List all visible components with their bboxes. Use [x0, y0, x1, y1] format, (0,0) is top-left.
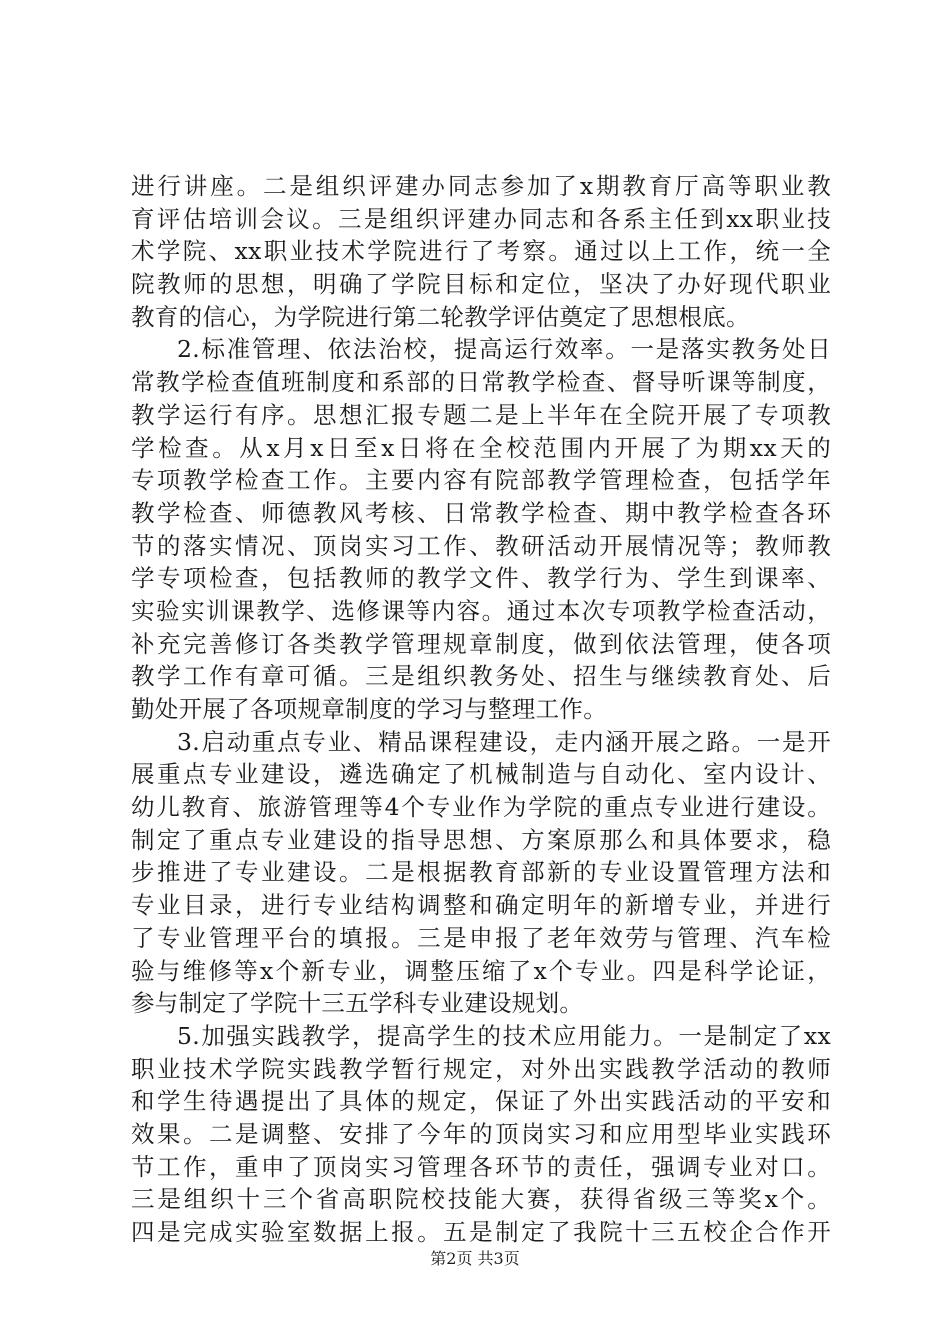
text-line: 育评估培训会议。三是组织评建办同志和各系主任到xx职业技 [131, 204, 831, 233]
document-body [131, 170, 831, 1249]
text-line: 展重点专业建设，遴选确定了机械制造与自动化、室内设计、 [131, 760, 831, 789]
text-line: 专业目录，进行专业结构调整和确定明年的新增专业，并进行 [131, 891, 831, 920]
text-line: 进行讲座。二是组织评建办同志参加了x期教育厅高等职业教 [131, 172, 831, 200]
text-line: 勤处开展了各项规章制度的学习与整理工作。 [131, 695, 607, 723]
text-line: 节的落实情况、顶岗实习工作、教研活动开展情况等；教师教 [131, 531, 831, 560]
text-line: 教育的信心，为学院进行第二轮教学评估奠定了思想根底。 [131, 302, 750, 331]
text-line: 教学运行有序。思想汇报专题二是上半年在全院开展了专项教 [131, 400, 831, 429]
text-line: 术学院、xx职业技术学院进行了考察。通过以上工作，统一全 [131, 237, 831, 266]
text-line: 和学生待遇提出了具体的规定，保证了外出实践活动的平安和 [131, 1087, 831, 1116]
text-line: 幼儿教育、旅游管理等4个专业作为学院的重点专业进行建设。 [131, 793, 831, 822]
text-line: 效果。二是调整、安排了今年的顶岗实习和应用型毕业实践环 [131, 1119, 831, 1148]
text-line: 制定了重点专业建设的指导思想、方案原那么和具体要求，稳 [131, 825, 831, 854]
text-line: 学专项检查，包括教师的教学文件、教学行为、学生到课率、 [131, 564, 831, 593]
text-line: 三是组织十三个省高职院校技能大赛，获得省级三等奖x个。 [131, 1185, 831, 1214]
text-line: 了专业管理平台的填报。三是申报了老年效劳与管理、汽车检 [131, 923, 831, 952]
text-line: 步推进了专业建设。二是根据教育部新的专业设置管理方法和 [131, 858, 831, 887]
paragraph-start-line: 5.加强实践教学，提高学生的技术应用能力。一是制定了xx [177, 1021, 831, 1050]
text-line: 四是完成实验室数据上报。五是制定了我院十三五校企合作开 [131, 1218, 831, 1246]
text-line: 验与维修等x个新专业，调整压缩了x个专业。四是科学论证， [131, 956, 831, 985]
text-line: 节工作，重申了顶岗实习管理各环节的责任，强调专业对口。 [131, 1152, 831, 1181]
text-line: 专项教学检查工作。主要内容有院部教学管理检查，包括学年 [131, 466, 831, 495]
text-line: 补充完善修订各类教学管理规章制度，做到依法管理，使各项 [131, 629, 831, 658]
text-line: 职业技术学院实践教学暂行规定，对外出实践教学活动的教师 [131, 1054, 831, 1083]
text-line: 院教师的思想，明确了学院目标和定位，坚决了办好现代职业 [131, 270, 831, 299]
text-line: 实验实训课教学、选修课等内容。通过本次专项教学检查活动， [131, 596, 831, 625]
text-line: 参与制定了学院十三五学科专业建设规划。 [131, 989, 584, 1018]
text-line: 教学工作有章可循。三是组织教务处、招生与继续教育处、后 [131, 662, 831, 691]
text-line: 教学检查、师德教风考核、日常教学检查、期中教学检查各环 [131, 498, 831, 527]
paragraph-start-line: 3.启动重点专业、精品课程建设，走内涵开展之路。一是开 [177, 727, 831, 756]
page-number-footer: 第2页 共3页 [430, 1249, 520, 1268]
text-line: 学检查。从x月x日至x日将在全校范围内开展了为期xx天的 [131, 433, 831, 462]
paragraph-start-line: 2.标准管理、依法治校，提高运行效率。一是落实教务处日 [177, 335, 831, 364]
text-line: 常教学检查值班制度和系部的日常教学检查、督导听课等制度， [131, 368, 831, 397]
